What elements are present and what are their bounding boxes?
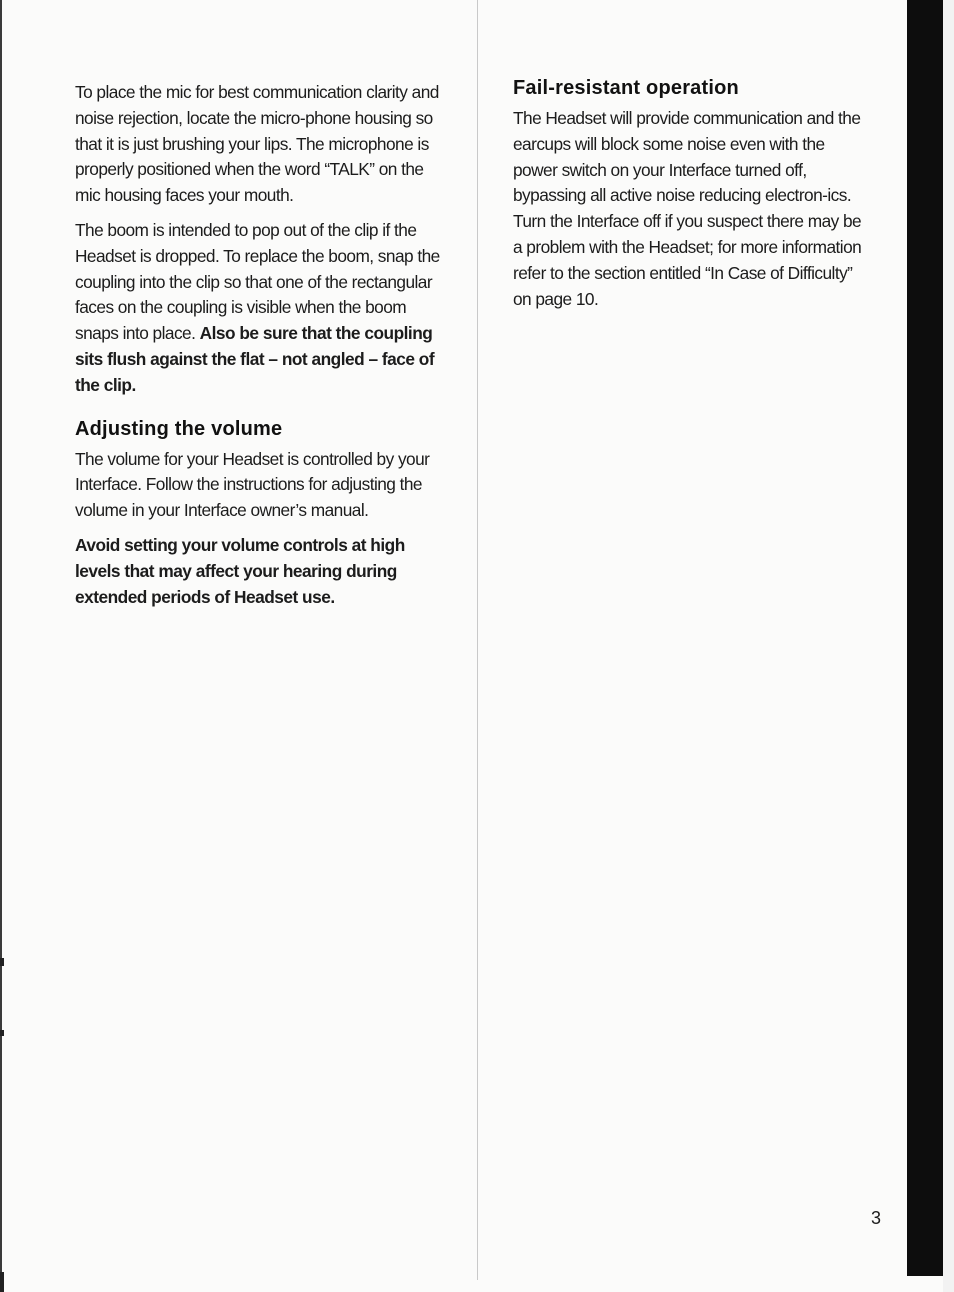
page-edge-shadow xyxy=(907,0,943,1276)
left-column xyxy=(75,80,440,619)
scan-mark xyxy=(0,958,4,966)
page-number: 3 xyxy=(871,1208,882,1228)
scan-mark xyxy=(0,1272,4,1292)
volume-paragraph: The volume for your Headset is controlled by your Interface. Follow the instructions for adjusting the volume in your Interface owner’s manual. xyxy=(75,448,430,521)
boom-paragraph-text: The boom is intended to pop out of the clip if the Headset is dropped. To replace the boom, snap the coupling into the clip so that one of the rectangular faces on the coupling is visible when the boom snaps into place. xyxy=(75,219,440,344)
boom-paragraph-emphasis: Also be sure that the coupling sits flush against the flat – not angled – face of the clip. xyxy=(75,323,435,395)
right-column xyxy=(513,74,873,321)
hearing-warning: Avoid setting your volume controls at high levels that may affect your hearing during extended periods of Headset use. xyxy=(75,534,405,607)
scan-mark xyxy=(0,1030,4,1036)
fail-resistant-paragraph: The Headset will provide communication and the earcups will block some noise even with the power switch on your Interface turned off, bypassing all active noise reducing electron-ics. Turn the Interface off if you suspect there may be a problem with the Headset; for more information refer to the section entitled “In Case of Difficulty” on page 10. xyxy=(513,108,862,309)
column-gutter-line xyxy=(477,0,478,1280)
page-edge-margin xyxy=(943,0,954,1292)
adjusting-volume-heading: Adjusting the volume xyxy=(75,417,283,440)
boom-paragraph xyxy=(75,218,440,399)
mic-placement-paragraph: To place the mic for best communication clarity and noise rejection, locate the micro-phone housing so that it is just brushing your lips. The microphone is properly positioned when the word “TALK” on the mic housing faces your mouth. xyxy=(75,82,439,206)
fail-resistant-heading: Fail-resistant operation xyxy=(513,77,739,99)
scan-left-edge xyxy=(0,0,2,1292)
